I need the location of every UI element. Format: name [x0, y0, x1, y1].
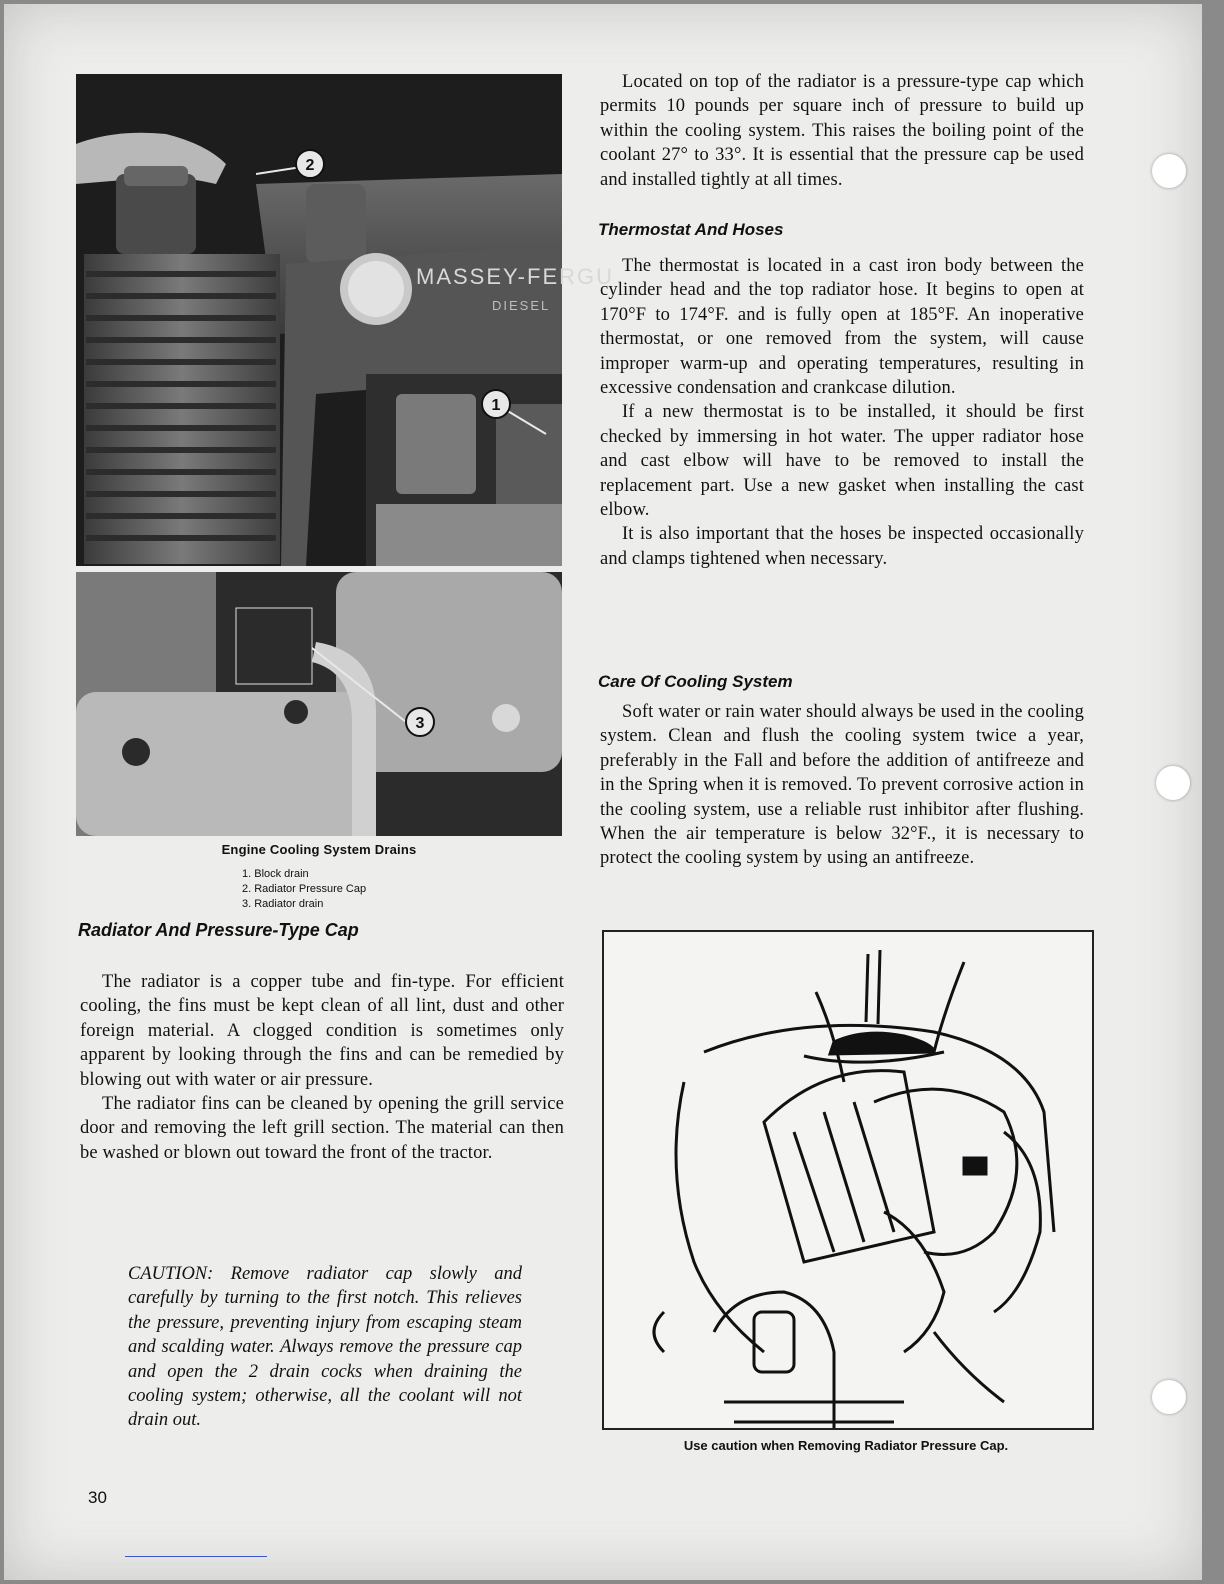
photo-caption-list — [242, 867, 366, 912]
model-text: DIESEL — [492, 298, 551, 313]
radiator-text — [80, 970, 564, 1165]
thermostat-text — [600, 254, 1084, 571]
care-heading: Care Of Cooling System — [598, 672, 793, 691]
pressure-cap-text — [600, 70, 1084, 192]
paragraph: It is also important that the hoses be inspected occasionally and clamps tightened when necessary. — [600, 524, 1084, 569]
care-text — [600, 700, 1084, 871]
radiator-heading: Radiator And Pressure-Type Cap — [78, 920, 359, 940]
page-number: 30 — [88, 1488, 107, 1507]
callout-2: 2 — [305, 157, 315, 174]
paragraph: Soft water or rain water should always be used in the cooling system. Clean and flush the cooling system twice a year, preferably in the Fall and before the addition of antifreeze and in the Spring when it is removed. To prevent corrosive action in the cooling system, use a reliable rust inhibitor after flushing. When the air temperature is below 32°F., it is necessary to protect the cooling system by using an antifreeze. — [600, 702, 1084, 869]
punch-hole-bottom — [1152, 1380, 1186, 1414]
radiator-cap-illustration — [602, 930, 1094, 1430]
caution-note: CAUTION: Remove radiator cap slowly and carefully by turning to the first notch. This relieves the pressure, preventing injury from escaping steam and scalding water. Always remove the pressure cap and open the 2 drain cocks when draining the cooling system; otherwise, all the coolant will not drain out. — [128, 1264, 522, 1431]
thermostat-heading: Thermostat And Hoses — [598, 220, 784, 239]
punch-hole-middle — [1156, 766, 1190, 800]
engine-photo-top — [76, 74, 615, 566]
engine-photo-bottom — [76, 572, 562, 836]
manual-page — [4, 4, 1202, 1580]
scan-mark — [125, 1556, 267, 1557]
illustration-caption: Use caution when Removing Radiator Pressure Cap. — [683, 1438, 1009, 1453]
paragraph: Located on top of the radiator is a pressure-type cap which permits 10 pounds per square inch of pressure to build up within the cooling system. This raises the boiling point of the coolant 27° to 33°. It is essential that the pressure cap be used and installed tightly at all times. — [600, 72, 1084, 190]
caption-item: 3. Radiator drain — [242, 898, 324, 910]
caption-item: 1. Block drain — [242, 868, 309, 880]
punch-hole-top — [1152, 154, 1186, 188]
nameplate-text: MASSEY-FERGU — [416, 264, 615, 289]
paragraph: The radiator fins can be cleaned by opening the grill service door and removing the left grill section. The material can then be washed or blown out toward the front of the tractor. — [80, 1094, 564, 1163]
callout-3: 3 — [415, 715, 425, 732]
callout-1: 1 — [491, 397, 501, 414]
photo-caption-title: Engine Cooling System Drains — [221, 842, 417, 857]
paragraph: The thermostat is located in a cast iron body between the cylinder head and the top radiator hose. It begins to open at 170°F to 174°F. and is fully open at 185°F. An inoperative thermostat, or one removed from the system, will cause improper warm-up and operating temperatures, resulting in excessive condensation and crankcase dilution. — [600, 256, 1084, 399]
paragraph: The radiator is a copper tube and fin-type. For efficient cooling, the fins must be kept clean of all lint, dust and other foreign material. A clogged condition is sometimes only apparent by looking through the fins and can be remedied by blowing out with water or air pressure. — [80, 972, 564, 1090]
caption-item: 2. Radiator Pressure Cap — [242, 883, 367, 895]
paragraph: If a new thermostat is to be installed, it should be first checked by immersing in hot water. The upper radiator hose and cast elbow will have to be removed to install the replacement part. Use a new gasket when installing the cast elbow. — [600, 402, 1084, 521]
